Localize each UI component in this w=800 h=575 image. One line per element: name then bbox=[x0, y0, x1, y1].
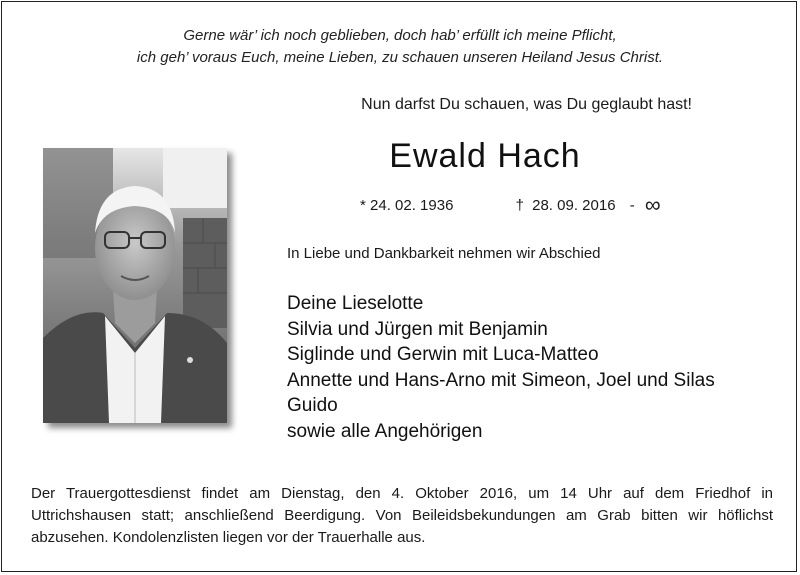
death-date-group bbox=[516, 192, 661, 218]
poem bbox=[0, 25, 800, 69]
eternity-dash: - bbox=[629, 197, 635, 214]
birth-date: 24. 02. 1936 bbox=[370, 197, 454, 214]
birth-date-group bbox=[360, 197, 453, 214]
mourner-line: Deine Lieselotte bbox=[287, 293, 424, 314]
poem-line-2: ich geh’ voraus Euch, meine Lieben, zu schauen unseren Heiland Jesus Christ. bbox=[136, 49, 664, 66]
cross-icon: † bbox=[515, 197, 524, 214]
portrait-image bbox=[43, 148, 227, 423]
bible-verse: Nun darfst Du schauen, was Du geglaubt hast! bbox=[361, 96, 692, 113]
mourner-line: sowie alle Angehörigen bbox=[287, 420, 483, 442]
mourner-line: Silvia und Jürgen mit Benjamin bbox=[287, 318, 548, 340]
infinity-icon: ∞ bbox=[644, 192, 661, 217]
mourner-line: Annette und Hans-Arno mit Simeon, Joel und Silas bbox=[287, 369, 715, 391]
funeral-notice: Der Trauergottesdienst findet am Dienstag, den 4. Oktober 2016, um 14 Uhr auf dem Friedhof in Uttrichshausen statt; anschließend Beerdigung. Von Beileidsbekundungen am Grab bitten wir höflichst abzusehen. Kondolenzlisten liegen vor der Trauerhalle aus. bbox=[31, 485, 773, 546]
farewell-text: In Liebe und Dankbarkeit nehmen wir Abschied bbox=[287, 245, 601, 262]
deceased-name: Ewald Hach bbox=[389, 137, 581, 175]
life-dates bbox=[360, 192, 661, 218]
mourner-line: Guido bbox=[287, 395, 338, 416]
birth-symbol: * bbox=[360, 197, 366, 214]
death-date: 28. 09. 2016 bbox=[532, 197, 616, 214]
mourners-list bbox=[287, 291, 715, 444]
portrait-photo bbox=[43, 148, 227, 423]
poem-line-1: Gerne wär’ ich noch geblieben, doch hab’ erfüllt ich meine Pflicht, bbox=[183, 27, 617, 44]
mourner-line: Siglinde und Gerwin mit Luca-Matteo bbox=[287, 344, 599, 365]
